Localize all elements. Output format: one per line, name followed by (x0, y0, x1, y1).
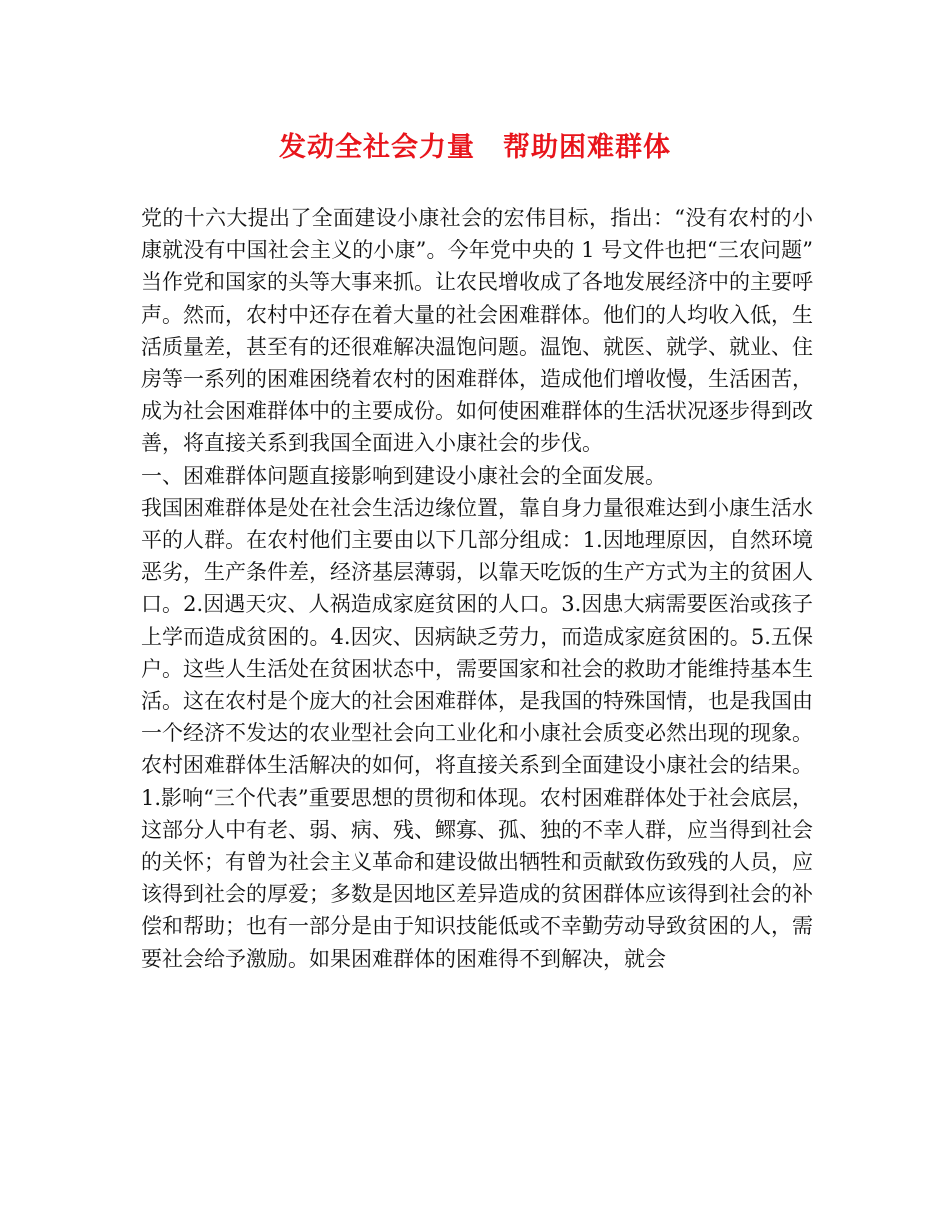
document-body (141, 202, 813, 975)
paragraph-composition: 我国困难群体是处在社会生活边缘位置，靠自身力量很难达到小康生活水平的人群。在农村他们主要由以下几部分组成：1.因地理原因，自然环境恶劣，生产条件差，经济基层薄弱，以靠天吃饭的生产方式为主的贫困人口。2.因遇天灾、人祸造成家庭贫困的人口。3.因患大病需要医治或孩子上学而造成贫困的。4.因灾、因病缺乏劳力，而造成家庭贫困的。5.五保户。这些人生活处在贫困状态中，需要国家和社会的救助才能维持基本生活。这在农村是个庞大的社会困难群体，是我国的特殊国情，也是我国由一个经济不发达的农业型社会向工业化和小康社会质变必然出现的现象。农村困难群体生活解决的如何，将直接关系到全面建设小康社会的结果。 (141, 495, 813, 778)
paragraph-point-1: 1.影响“三个代表”重要思想的贯彻和体现。农村困难群体处于社会底层，这部分人中有老、弱、病、残、鳏寡、孤、独的不幸人群，应当得到社会的关怀；有曾为社会主义革命和建设做出牺牲和贡献致伤致残的人员，应该得到社会的厚爱；多数是因地区差异造成的贫困群体应该得到社会的补偿和帮助；也有一部分是由于知识技能低或不幸勤劳动导致贫困的人，需要社会给予激励。如果困难群体的困难得不到解决，就会 (141, 785, 813, 971)
document-title: 发动全社会力量 帮助困难群体 (279, 132, 671, 163)
section-heading-1: 一、困难群体问题直接影响到建设小康社会的全面发展。 (141, 463, 666, 488)
paragraph-intro: 党的十六大提出了全面建设小康社会的宏伟目标，指出：“没有农村的小康就没有中国社会主义的小康”。今年党中央的 1 号文件也把“三农问题”当作党和国家的头等大事来抓。让农民增收成了各地发展经济中的主要呼声。然而，农村中还存在着大量的社会困难群体。他们的人均收入低，生活质量差，甚至有的还很难解决温饱问题。温饱、就医、就学、就业、住房等一系列的困难困绕着农村的困难群体，造成他们增收慢，生活困苦，成为社会困难群体中的主要成份。如何使困难群体的生活状况逐步得到改善，将直接关系到我国全面进入小康社会的步伐。 (141, 206, 813, 456)
